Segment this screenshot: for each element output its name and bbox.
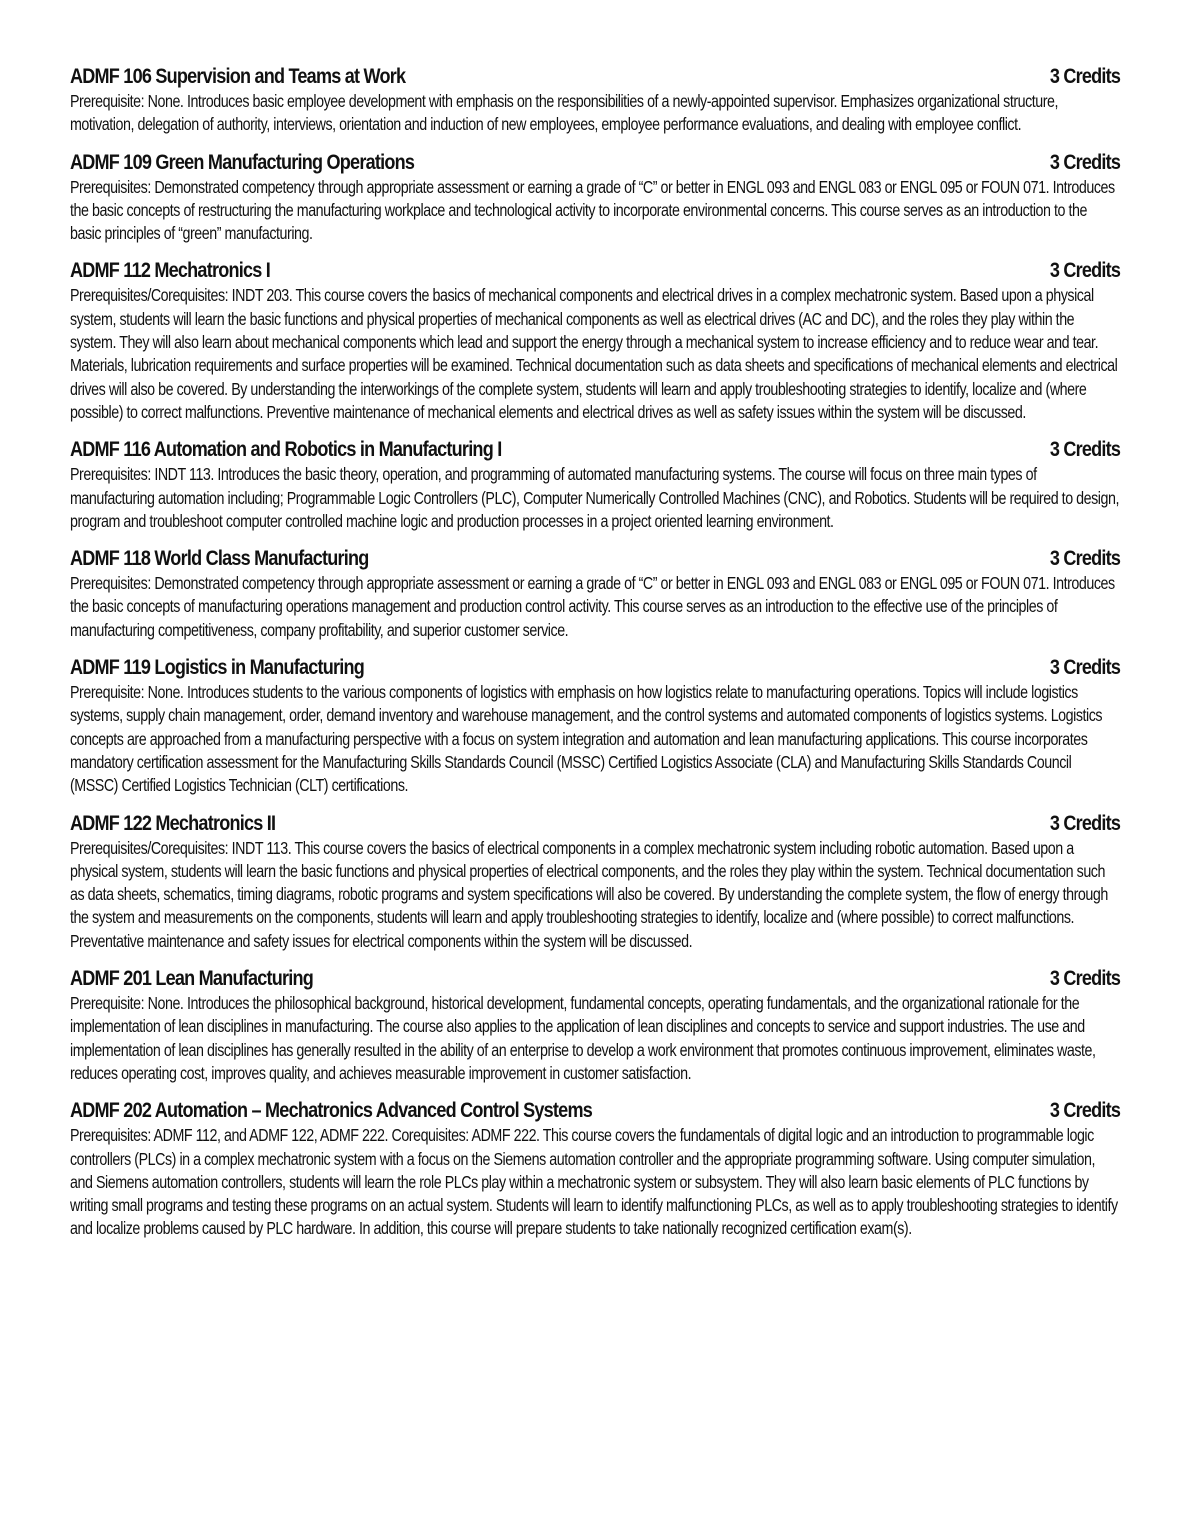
course-credits: 3 Credits — [1049, 150, 1121, 174]
course-title: ADMF 118 World Class Manufacturing — [70, 547, 369, 571]
course-header — [70, 64, 1120, 90]
course-credits: 3 Credits — [1049, 259, 1121, 283]
course-entry-admf-202 — [70, 1098, 1120, 1240]
course-title: ADMF 106 Supervision and Teams at Work — [70, 65, 406, 88]
course-entry-admf-122 — [70, 811, 1120, 953]
course-entry-admf-116 — [70, 437, 1120, 533]
course-entry-admf-112 — [70, 258, 1120, 424]
course-header — [70, 811, 1120, 837]
course-header — [70, 1098, 1120, 1124]
course-header — [70, 437, 1120, 463]
course-credits: 3 Credits — [1049, 547, 1121, 571]
course-title: ADMF 112 Mechatronics I — [70, 259, 270, 283]
course-entry-admf-109 — [70, 150, 1120, 246]
course-credits: 3 Credits — [1049, 1099, 1121, 1123]
course-description: Prerequisite: None. Introduces basic employee development with emphasis on the responsibilities of a newly-appointed supervisor. Emphasizes organizational structure, motivation, delegation of authority, interviews, orientation and induction of new employees, employee performance evaluations, and dealing with employee conflict. — [70, 91, 1059, 135]
course-title: ADMF 122 Mechatronics II — [70, 811, 276, 835]
course-title: ADMF 109 Green Manufacturing Operations — [70, 150, 415, 174]
course-credits: 3 Credits — [1049, 967, 1121, 991]
course-header — [70, 258, 1120, 284]
course-entry-admf-119 — [70, 655, 1120, 797]
course-header — [70, 150, 1120, 176]
course-description: Prerequisite: None. Introduces the philosophical background, historical development, fundamental concepts, operating fundamentals, and the organizational rationale for the implementation of lean disciplines in manufacturing. The course also applies to the application of lean disciplines and concepts to service and support industries. The use and implementation of lean disciplines has generally resulted in the ability of an enterprise to develop a work environment that promotes continuous improvement, eliminates waste, reduces operating cost, improves quality, and achieves measurable improvement in customer satisfaction. — [70, 993, 1096, 1083]
course-description: Prerequisites/Corequisites: INDT 203. This course covers the basics of mechanical components and electrical drives in a complex mechatronic system. Based upon a physical system, students will learn the basic functions and physical properties of mechanical components as well as electrical drives (AC and DC), and the roles they play within the system. They will also learn about mechanical components which lead and support the energy through a mechanical system to increase efficiency and to reduce wear and tear. Materials, lubrication requirements and surface properties will be examined. Technical documentation such as data sheets and specifications of mechanical elements and electrical drives will also be covered. By understanding the interworkings of the complete system, students will learn and apply troubleshooting strategies to identify, localize and (where possible) to correct malfunctions. Preventive maintenance of mechanical elements and electrical drives as well as safety issues within the system will be discussed. — [70, 285, 1118, 422]
course-description: Prerequisites: ADMF 112, and ADMF 122, ADMF 222. Corequisites: ADMF 222. This course covers the fundamentals of digital logic and an introduction to programmable logic controllers (PLCs) in a complex mechatronic system with a focus on the Siemens automation controller and the appropriate programming software. Using computer simulation, and Siemens automation controllers, students will learn the role PLCs play within a mechatronic system or subsystem. They will also learn basic elements of PLC functions by writing small programs and testing these programs on an actual system. Students will learn to identify malfunctioning PLCs, as well as to apply troubleshooting strategies to identify and localize problems caused by PLC hardware. In addition, this course will prepare students to take nationally recognized certification exam(s). — [70, 1125, 1118, 1239]
course-title: ADMF 202 Automation – Mechatronics Advanced Control Systems — [70, 1099, 593, 1123]
course-description: Prerequisites/Corequisites: INDT 113. This course covers the basics of electrical components in a complex mechatronic system including robotic automation. Based upon a physical system, students will learn the basic functions and physical properties of electrical components, and the roles they play within the system. Technical documentation such as data sheets, schematics, timing diagrams, robotic programs and system specifications will also be covered. By understanding the complete system, the flow of energy through the system and measurements on the components, students will learn and apply troubleshooting strategies to identify, localize and (where possible) to correct malfunctions. Preventative maintenance and safety issues for electrical components within the system will be discussed. — [70, 837, 1108, 951]
course-title: ADMF 119 Logistics in Manufacturing — [70, 656, 365, 680]
course-entry-admf-201 — [70, 966, 1120, 1085]
course-title: ADMF 201 Lean Manufacturing — [70, 967, 314, 991]
course-description: Prerequisite: None. Introduces students to the various components of logistics with emphasis on how logistics relate to manufacturing operations. Topics will include logistics systems, supply chain management, order, demand inventory and warehouse management, and the control systems and automated components of logistics systems. Logistics concepts are approached from a manufacturing perspective with a focus on system integration and automation and lean manufacturing applications. This course incorporates mandatory certification assessment for the Manufacturing Skills Standards Council (MSSC) Certified Logistics Associate (CLA) and Manufacturing Skills Standards Council (MSSC) Certified Logistics Technician (CLT) certifications. — [70, 682, 1103, 796]
course-credits: 3 Credits — [1049, 656, 1121, 680]
course-credits: 3 Credits — [1049, 65, 1121, 88]
course-title: ADMF 116 Automation and Robotics in Manufacturing I — [70, 438, 502, 462]
course-description: Prerequisites: INDT 113. Introduces the basic theory, operation, and programming of automated manufacturing systems. The course will focus on three main types of manufacturing automation including; Programmable Logic Controllers (PLC), Computer Numerically Controlled Machines (CNC), and Robotics. Students will be required to design, program and troubleshoot computer controlled machine logic and production processes in a project oriented learning environment. — [70, 464, 1119, 531]
course-header — [70, 966, 1120, 992]
course-header — [70, 546, 1120, 572]
course-credits: 3 Credits — [1049, 811, 1121, 835]
course-entry-admf-106 — [70, 64, 1120, 137]
course-header — [70, 655, 1120, 681]
course-credits: 3 Credits — [1049, 438, 1121, 462]
course-description: Prerequisites: Demonstrated competency through appropriate assessment or earning a grade of “C” or better in ENGL 093 and ENGL 083 or ENGL 095 or FOUN 071. Introduces the basic concepts of restructuring the manufacturing workplace and technological activity to incorporate environmental concerns. This course serves as an introduction to the basic principles of “green” manufacturing. — [70, 176, 1115, 244]
course-entry-admf-118 — [70, 546, 1120, 642]
course-catalog-page — [70, 64, 1120, 1254]
course-description: Prerequisites: Demonstrated competency through appropriate assessment or earning a grade of “C” or better in ENGL 093 and ENGL 083 or ENGL 095 or FOUN 071. Introduces the basic concepts of manufacturing operations management and production control activity. This course serves as an introduction to the effective use of the principles of manufacturing competitiveness, company profitability, and superior customer service. — [70, 573, 1115, 640]
